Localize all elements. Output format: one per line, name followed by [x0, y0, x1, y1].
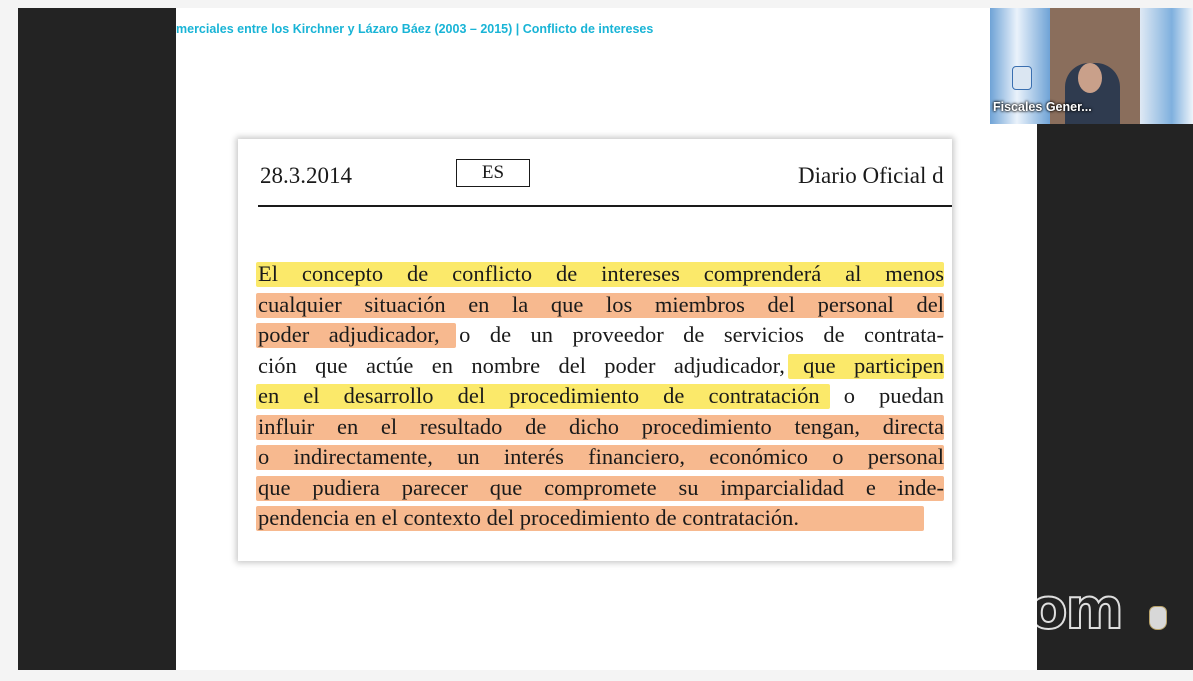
paragraph-line-text: pendencia en el contexto del procedimiento de contratación.: [258, 505, 800, 530]
paragraph-line-text: en el desarrollo del procedimiento de contratación o puedan: [258, 383, 944, 408]
paragraph-line: [258, 290, 944, 321]
paragraph-line-text: influir en el resultado de dicho procedimiento tengan, directa: [258, 413, 944, 439]
participant-name: Fiscales Gener...: [993, 100, 1092, 114]
flag-right: [1140, 8, 1193, 124]
paragraph-line: [258, 412, 944, 443]
paragraph-line: [258, 442, 944, 473]
paragraph-line: [258, 351, 944, 382]
paragraph-line-text: cualquier situación en la que los miembros del personal del: [258, 291, 944, 317]
journal-title: Diario Oficial d: [798, 163, 944, 188]
paragraph-line: [258, 320, 944, 351]
document-date: 28.3.2014: [260, 163, 352, 188]
participant-head: [1078, 63, 1102, 93]
paragraph-line: [258, 259, 944, 290]
header-divider: [258, 205, 952, 207]
paragraph-line: [258, 473, 944, 504]
paragraph-line-text: que pudiera parecer que compromete su imparcialidad e inde-: [258, 474, 944, 500]
language-badge: ES: [456, 159, 530, 187]
paragraph-line-text: poder adjudicador, o de un proveedor de servicios de contrata-: [258, 322, 944, 347]
paragraph-line-text: El concepto de conflicto de intereses comprenderá al menos: [258, 261, 944, 286]
paragraph-line: [258, 381, 944, 412]
document-paragraph: [258, 259, 944, 534]
zoom-watermark: zoom: [962, 577, 1122, 642]
paragraph-line-text: o indirectamente, un interés financiero, económico o personal: [258, 444, 944, 469]
paragraph-line: [258, 503, 944, 534]
seal-icon: [1012, 66, 1032, 90]
slide-header: merciales entre los Kirchner y Lázaro Báez (2003 – 2015) | Conflicto de intereses: [176, 22, 654, 36]
participant-video-tile[interactable]: [990, 8, 1193, 124]
letterbox-left: [18, 8, 176, 670]
crest-shape: [1149, 606, 1167, 630]
argentine-coat-of-arms-icon: [1137, 606, 1177, 648]
document-excerpt: [238, 139, 952, 561]
paragraph-line-text: ción que actúe en nombre del poder adjudicador, que participen: [258, 352, 944, 378]
